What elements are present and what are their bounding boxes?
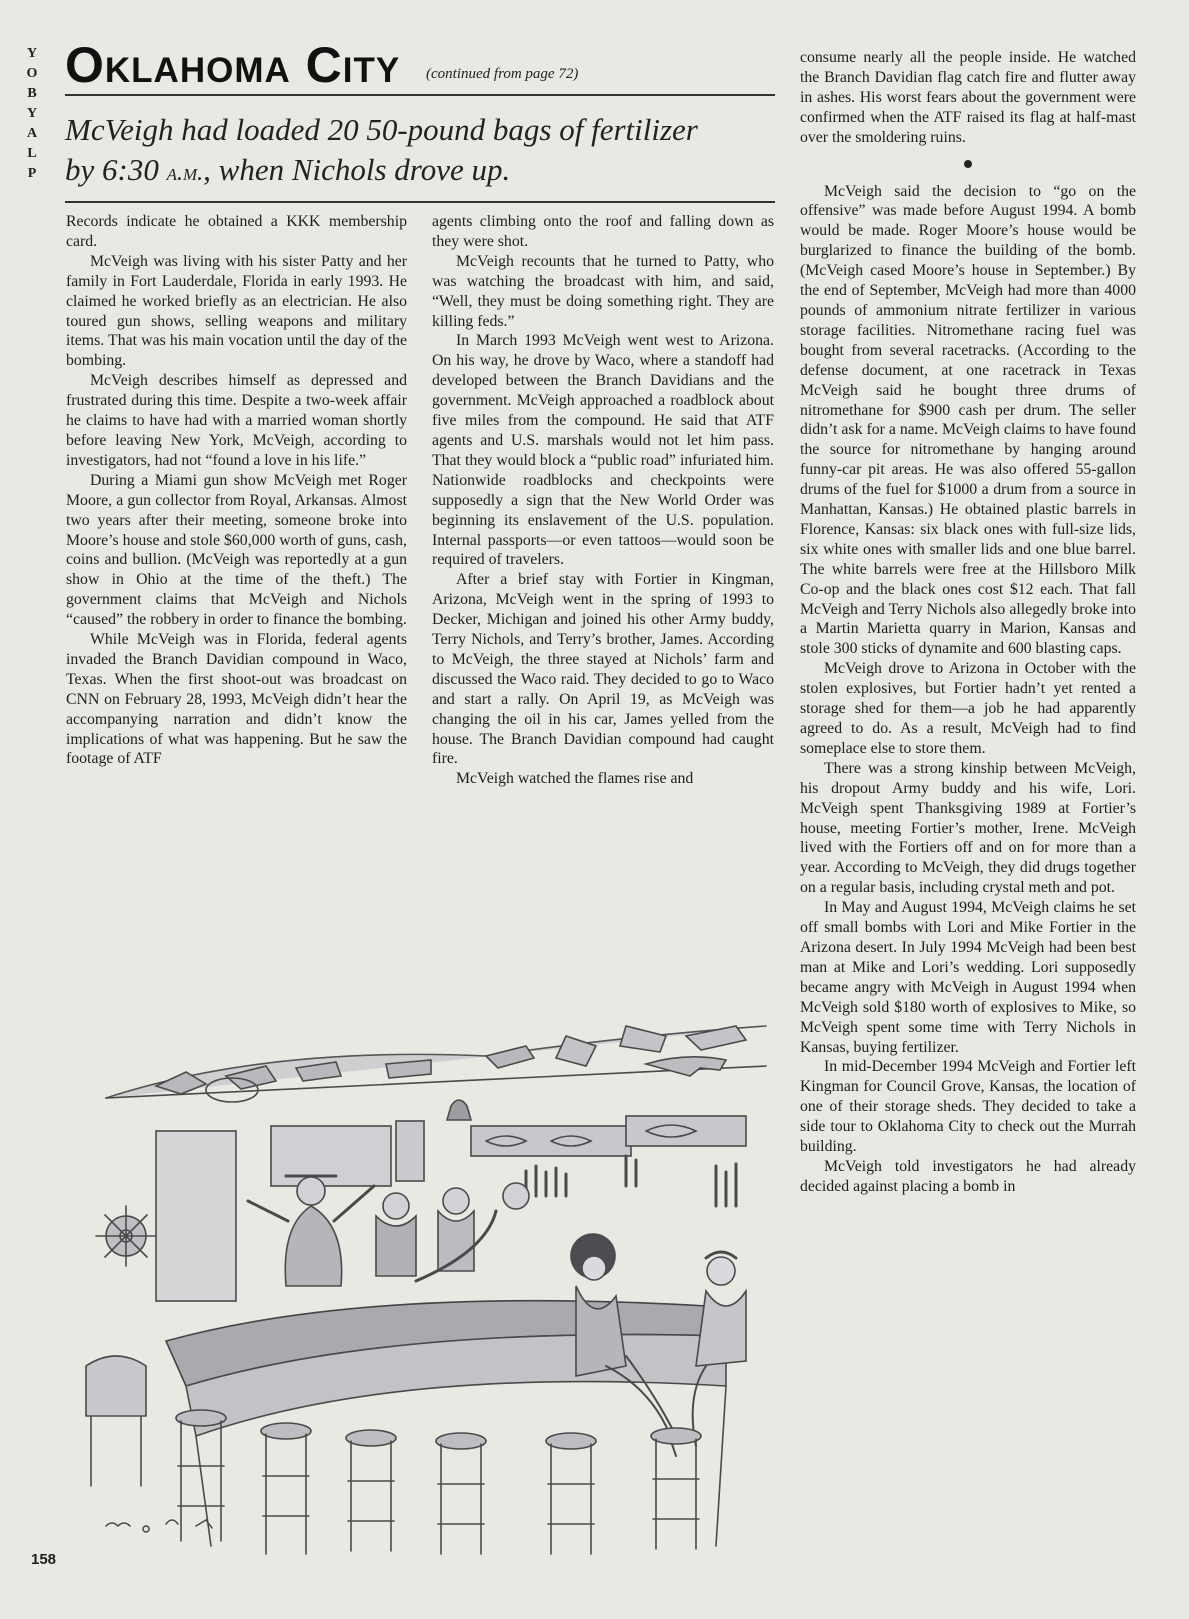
sidebar-letter: L (27, 146, 37, 161)
text-column-3 (800, 48, 1136, 1197)
magazine-sidebar (22, 44, 42, 184)
paragraph: After a brief stay with Fortier in Kingman, Arizona, McVeigh went in the spring of 1993 to Decker, Michigan and joined his other Army buddy, Terry Nichols, and Terry’s brother, James. According to McVeigh, the three stayed at Nichols’ farm and discussed the Waco raid. They decided to go to Waco and start a rally. On April 19, as McVeigh was changing the oil in his car, James yelled from the house. The Branch Davidian compound had caught fire. (432, 571, 774, 768)
sidebar-letter: B (27, 86, 37, 101)
pull-quote-line1: McVeigh had loaded 20 50-pound bags of fertilizer (65, 112, 698, 147)
section-break-bullet (964, 160, 972, 168)
pull-quote-text: by 6:30 (65, 152, 159, 187)
paragraph: McVeigh drove to Arizona in October with the stolen explosives, but Fortier hadn’t yet rented a storage shed for them—a job he had apparently agreed to do. As a result, McVeigh had to find someplace else to store them. (800, 660, 1136, 757)
pull-quote-text: , when Nichols drove up. (203, 152, 511, 187)
paragraph: consume nearly all the people inside. He watched the Branch Davidian flag catch fire and flutter away in ashes. His worst fears about the government were confirmed when the ATF raised its flag at half-mast over the smoldering ruins. (800, 49, 1136, 146)
sidebar-letter: Y (26, 46, 38, 61)
pullquote-rule (65, 201, 775, 203)
continued-note: (continued from page 72) (426, 66, 579, 82)
paragraph: During a Miami gun show McVeigh met Roger Moore, a gun collector from Royal, Arkansas. Almost two years after their meeting, someone broke into Moore’s house and stole $60,000 worth of guns, cash, coins and bullion. (McVeigh was reportedly at a gun show in Ohio at the time of the theft.) The government claims that McVeigh and Nichols “caused” the robbery in order to finance the bombing. (66, 471, 407, 629)
paragraph: McVeigh recounts that he turned to Patty, who was watching the broadcast with him, and said, “Well, they must be doing something right. They are killing feds.” (432, 252, 774, 330)
paragraph: In March 1993 McVeigh went west to Arizona. On his way, he drove by Waco, where a standoff had developed between the Branch Davidians and the government. McVeigh approached a roadblock about five miles from the compound. He said that ATF agents and U.S. marshals would not let him pass. That they would block a “public road” infuriated him. Nationwide roadblocks and checkpoints were supposedly a sign that the New World Order was beginning its enslavement of the U.S. population. Internal passports—or even tattoos—would soon be required of travelers. (432, 332, 774, 569)
article-title: Oklahoma City (65, 37, 401, 93)
pull-quote-time-suffix: a.m. (166, 160, 204, 186)
text-column-1 (66, 212, 407, 769)
paragraph: McVeigh describes himself as depressed and frustrated during this time. Despite a two-week affair he claims to have had with a married woman shortly before leaving New York, McVeigh, according to investigators, had not “found a love in his life.” (66, 372, 407, 469)
sidebar-letter: Y (26, 106, 38, 121)
header-rule (65, 94, 775, 96)
text-column-2 (432, 212, 774, 789)
sidebar-letter: O (26, 66, 38, 81)
pull-quote-line2 (65, 150, 775, 193)
paragraph: McVeigh told investigators he had already decided against placing a bomb in (800, 1157, 1136, 1195)
paragraph: While McVeigh was in Florida, federal agents invaded the Branch Davidian compound in Waco, Texas. When the first shoot-out was broadcast on CNN on February 28, 1993, McVeigh didn’t hear the accompanying narration and didn’t know the implications of what was happening. But he saw the footage of ATF (66, 631, 407, 768)
paragraph: McVeigh was living with his sister Patty and her family in Fort Lauderdale, Florida in early 1993. He claimed he worked briefly as an electrician. He also toured gun shows, selling weapons and military items. That was his main vocation until the day of the bombing. (66, 252, 407, 370)
bar-cartoon-illustration (66, 1006, 776, 1574)
pull-quote (65, 110, 775, 193)
paragraph: There was a strong kinship between McVeigh, his dropout Army buddy and his wife, Lori. McVeigh spent Thanksgiving 1989 at Fortier’s house, meeting Fortier’s mother, Irene. McVeigh lived with the Fortiers off and on for more than a year. According to McVeigh, they did drugs together on a regular basis, including crystal meth and pot. (800, 759, 1136, 897)
paragraph: Records indicate he obtained a KKK membership card. (66, 213, 407, 250)
sidebar-letter: P (27, 166, 37, 181)
paragraph: agents climbing onto the roof and falling down as they were shot. (432, 213, 774, 250)
paragraph: McVeigh said the decision to “go on the offensive” was made before August 1994. A bomb would be made. Roger Moore’s house would be burglarized to finance the building of the bomb. (McVeigh cased Moore’s house in September.) By the end of September, McVeigh had more than 4000 pounds of ammonium nitrate fertilizer in various storage facilities. Nitromethane racing fuel was bought from several racetracks. (According to the defense document, at one racetrack in Texas McVeigh said he bought three drums of nitromethane for $900 cash per drum. The seller didn’t ask for a name. McVeigh claims to have found the source for nitromethane by hanging around funny-car pit areas. He was also offered 55-gallon drums of the fuel for $1000 a drum from a source in Manhattan, Kansas.) He obtained plastic barrels in Florence, Kansas: six black ones with full-size lids, six white ones with smaller lids and one blue barrel. The white barrels were free at the Hillsboro Milk Co-op and the black ones cost $12 each. That fall McVeigh and Terry Nichols also allegedly broke into a Martin Marietta quarry in Marion, Kansas and stole 300 sticks of dynamite and 600 blasting caps. (800, 182, 1136, 658)
paragraph: McVeigh watched the flames rise and (456, 770, 694, 788)
paragraph: In mid-December 1994 McVeigh and Fortier left Kingman for Council Grove, Kansas, the location of one of their storage sheds. They decided to take a side tour to Oklahoma City to check out the Murrah building. (800, 1058, 1136, 1156)
page-number: 158 (31, 1551, 57, 1568)
paragraph: In May and August 1994, McVeigh claims he set off small bombs with Lori and Mike Fortier in the Arizona desert. In July 1994 McVeigh had been best man at Mike and Lori’s wedding. Lori supposedly became angry with McVeigh in August 1994 when McVeigh sold $180 worth of explosives to Mike, so McVeigh spent some time with Terry Nichols in Kansas, buying fertilizer. (800, 899, 1136, 1056)
sidebar-letter: A (26, 126, 38, 141)
